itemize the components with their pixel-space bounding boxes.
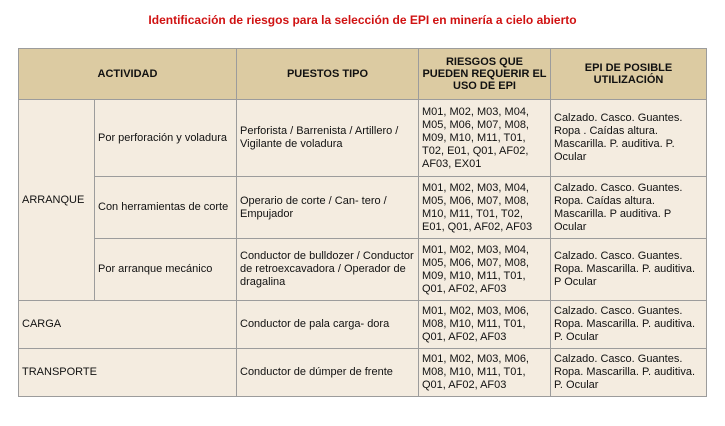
document-title: Identificación de riesgos para la selección de EPI en minería a cielo abierto	[148, 13, 577, 27]
header-epi: EPI DE POSIBLE UTILIZACIÓN	[551, 49, 707, 100]
puesto-cell: Perforista / Barrenista / Artillero / Vigilante de voladura	[237, 100, 419, 177]
table-row	[19, 301, 707, 349]
risk-table	[18, 48, 707, 397]
risk-codes-cell: M01, M02, M03, M04, M05, M06, M07, M08, M09, M10, M11, T01, Q01, AF02, AF03	[419, 239, 551, 301]
epi-cell: Calzado. Casco. Guantes. Ropa. Mascarilla. P. auditiva. P. Ocular	[551, 301, 707, 349]
header-riesgos: RIESGOS QUE PUEDEN REQUERIR EL USO DE EPI	[419, 49, 551, 100]
sub-activity-cell: Por arranque mecánico	[95, 239, 237, 301]
sub-activity-cell: Por perforación y voladura	[95, 100, 237, 177]
risk-codes-cell: M01, M02, M03, M06, M08, M10, M11, T01, Q01, AF02, AF03	[419, 349, 551, 397]
table-row	[19, 239, 707, 301]
epi-cell: Calzado. Casco. Guantes. Ropa. Mascarilla. P. auditiva. P Ocular	[551, 239, 707, 301]
puesto-cell: Conductor de dúmper de frente	[237, 349, 419, 397]
table-header-row	[19, 49, 707, 100]
epi-cell: Calzado. Casco. Guantes. Ropa. Mascarilla. P. auditiva. P. Ocular	[551, 349, 707, 397]
puesto-cell: Operario de corte / Can- tero / Empujador	[237, 177, 419, 239]
puesto-cell: Conductor de bulldozer / Conductor de retroexcavadora / Operador de dragalina	[237, 239, 419, 301]
activity-cell: ARRANQUE	[19, 100, 95, 301]
risk-codes-cell: M01, M02, M03, M04, M05, M06, M07, M08, M10, M11, T01, T02, E01, Q01, AF02, AF03	[419, 177, 551, 239]
sub-activity-cell: Con herramientas de corte	[95, 177, 237, 239]
activity-cell: CARGA	[19, 301, 237, 349]
header-puestos: PUESTOS TIPO	[237, 49, 419, 100]
table-row	[19, 349, 707, 397]
table-row	[19, 177, 707, 239]
header-actividad: ACTIVIDAD	[19, 49, 237, 100]
activity-cell: TRANSPORTE	[19, 349, 237, 397]
risk-codes-cell: M01, M02, M03, M06, M08, M10, M11, T01, Q01, AF02, AF03	[419, 301, 551, 349]
puesto-cell: Conductor de pala carga- dora	[237, 301, 419, 349]
risk-codes-cell: M01, M02, M03, M04, M05, M06, M07, M08, M09, M10, M11, T01, T02, E01, Q01, AF02, AF03, EX01	[419, 100, 551, 177]
table-row	[19, 100, 707, 177]
epi-cell: Calzado. Casco. Guantes. Ropa . Caídas altura. Mascarilla. P. auditiva. P. Ocular	[551, 100, 707, 177]
epi-cell: Calzado. Casco. Guantes. Ropa. Caídas altura. Mascarilla. P auditiva. P Ocular	[551, 177, 707, 239]
